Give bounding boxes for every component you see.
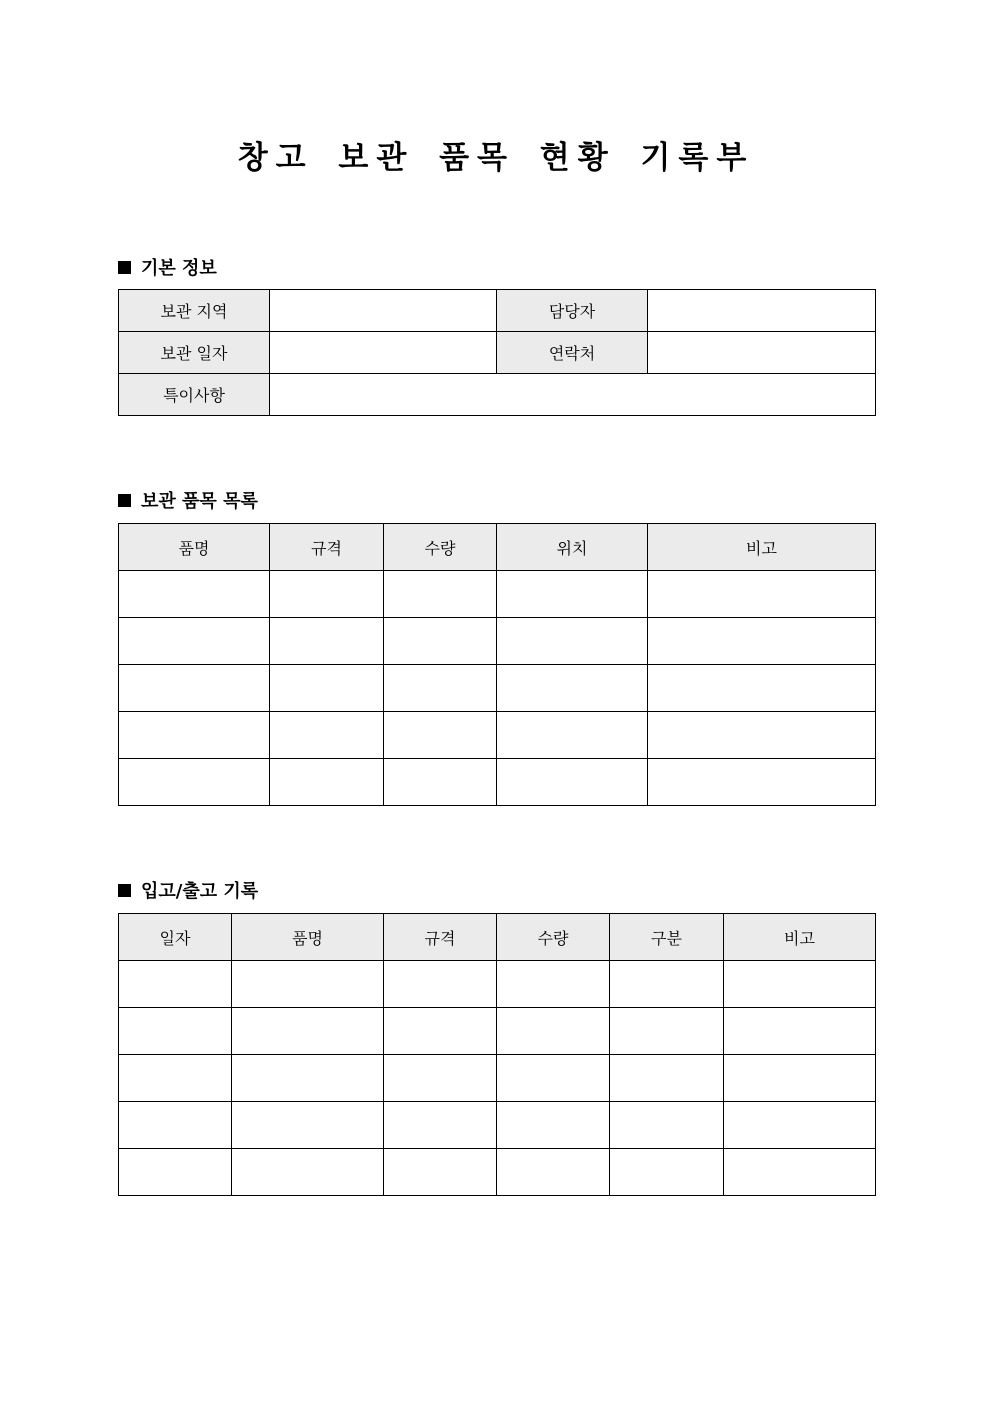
- column-header-note: 비고: [724, 914, 876, 961]
- table-cell[interactable]: [648, 759, 876, 806]
- table-cell[interactable]: [610, 1055, 724, 1102]
- table-cell[interactable]: [384, 759, 497, 806]
- column-header-spec: 규격: [270, 524, 384, 571]
- section-heading-basic-info: [118, 254, 217, 280]
- table-cell[interactable]: [119, 665, 270, 712]
- table-cell[interactable]: [497, 759, 648, 806]
- table-cell[interactable]: [119, 961, 232, 1008]
- contact-field[interactable]: [648, 332, 876, 374]
- section-heading-label: 보관 품목 목록: [141, 491, 258, 512]
- table-cell[interactable]: [119, 618, 270, 665]
- table-cell[interactable]: [724, 1008, 876, 1055]
- square-bullet-icon: [118, 494, 131, 507]
- contact-label: 연락처: [497, 332, 648, 374]
- table-header-row: [119, 524, 876, 571]
- table-cell[interactable]: [232, 1055, 384, 1102]
- table-cell[interactable]: [610, 1149, 724, 1196]
- table-header-row: [119, 914, 876, 961]
- table-cell[interactable]: [119, 571, 270, 618]
- table-cell[interactable]: [119, 1149, 232, 1196]
- square-bullet-icon: [118, 261, 131, 274]
- column-header-item-name: 품명: [232, 914, 384, 961]
- table-cell[interactable]: [270, 712, 384, 759]
- column-header-item-name: 품명: [119, 524, 270, 571]
- column-header-type: 구분: [610, 914, 724, 961]
- table-row: [119, 1149, 876, 1196]
- table-row: [119, 571, 876, 618]
- remarks-label: 특이사항: [119, 374, 270, 416]
- column-header-note: 비고: [648, 524, 876, 571]
- table-row: [119, 618, 876, 665]
- table-cell[interactable]: [648, 571, 876, 618]
- table-cell[interactable]: [232, 1149, 384, 1196]
- table-cell[interactable]: [119, 759, 270, 806]
- table-cell[interactable]: [270, 759, 384, 806]
- table-cell[interactable]: [497, 618, 648, 665]
- table-cell[interactable]: [724, 961, 876, 1008]
- table-cell[interactable]: [232, 961, 384, 1008]
- section-heading-label: 기본 정보: [141, 258, 217, 279]
- column-header-date: 일자: [119, 914, 232, 961]
- storage-area-label: 보관 지역: [119, 290, 270, 332]
- table-cell[interactable]: [119, 712, 270, 759]
- inout-log-table: [118, 913, 876, 1196]
- table-cell[interactable]: [724, 1055, 876, 1102]
- table-cell[interactable]: [384, 1149, 497, 1196]
- table-cell[interactable]: [497, 665, 648, 712]
- item-list-table: [118, 523, 876, 806]
- table-cell[interactable]: [384, 712, 497, 759]
- table-cell[interactable]: [724, 1149, 876, 1196]
- table-row: [119, 665, 876, 712]
- column-header-quantity: 수량: [384, 524, 497, 571]
- table-cell[interactable]: [384, 571, 497, 618]
- table-cell[interactable]: [119, 1102, 232, 1149]
- table-cell[interactable]: [497, 1008, 610, 1055]
- table-row: [119, 290, 876, 332]
- table-cell[interactable]: [724, 1102, 876, 1149]
- basic-info-table: [118, 289, 876, 416]
- table-row: [119, 759, 876, 806]
- table-cell[interactable]: [497, 961, 610, 1008]
- table-cell[interactable]: [648, 665, 876, 712]
- table-cell[interactable]: [270, 665, 384, 712]
- table-cell[interactable]: [497, 1102, 610, 1149]
- table-row: [119, 1102, 876, 1149]
- storage-area-field[interactable]: [270, 290, 497, 332]
- table-cell[interactable]: [384, 665, 497, 712]
- table-row: [119, 1055, 876, 1102]
- table-cell[interactable]: [497, 1149, 610, 1196]
- table-cell[interactable]: [384, 1055, 497, 1102]
- table-row: [119, 1008, 876, 1055]
- table-cell[interactable]: [610, 1008, 724, 1055]
- manager-field[interactable]: [648, 290, 876, 332]
- table-cell[interactable]: [648, 712, 876, 759]
- table-cell[interactable]: [232, 1102, 384, 1149]
- storage-date-label: 보관 일자: [119, 332, 270, 374]
- table-cell[interactable]: [384, 961, 497, 1008]
- page-title: 창고 보관 품목 현황 기록부: [237, 140, 755, 176]
- table-cell[interactable]: [610, 961, 724, 1008]
- table-cell[interactable]: [497, 571, 648, 618]
- section-heading-inout-log: [118, 877, 258, 903]
- table-cell[interactable]: [384, 1008, 497, 1055]
- table-row: [119, 961, 876, 1008]
- table-row: [119, 332, 876, 374]
- table-cell[interactable]: [119, 1055, 232, 1102]
- table-cell[interactable]: [384, 1102, 497, 1149]
- table-cell[interactable]: [497, 712, 648, 759]
- section-heading-label: 입고/출고 기록: [141, 881, 259, 902]
- manager-label: 담당자: [497, 290, 648, 332]
- table-cell[interactable]: [497, 1055, 610, 1102]
- table-cell[interactable]: [270, 618, 384, 665]
- table-cell[interactable]: [119, 1008, 232, 1055]
- column-header-spec: 규격: [384, 914, 497, 961]
- table-cell[interactable]: [648, 618, 876, 665]
- table-cell[interactable]: [270, 571, 384, 618]
- table-cell[interactable]: [232, 1008, 384, 1055]
- remarks-field[interactable]: [270, 374, 876, 416]
- storage-date-field[interactable]: [270, 332, 497, 374]
- table-row: [119, 712, 876, 759]
- table-cell[interactable]: [384, 618, 497, 665]
- table-cell[interactable]: [610, 1102, 724, 1149]
- column-header-location: 위치: [497, 524, 648, 571]
- column-header-quantity: 수량: [497, 914, 610, 961]
- square-bullet-icon: [118, 884, 131, 897]
- section-heading-item-list: [118, 487, 258, 513]
- table-row: [119, 374, 876, 416]
